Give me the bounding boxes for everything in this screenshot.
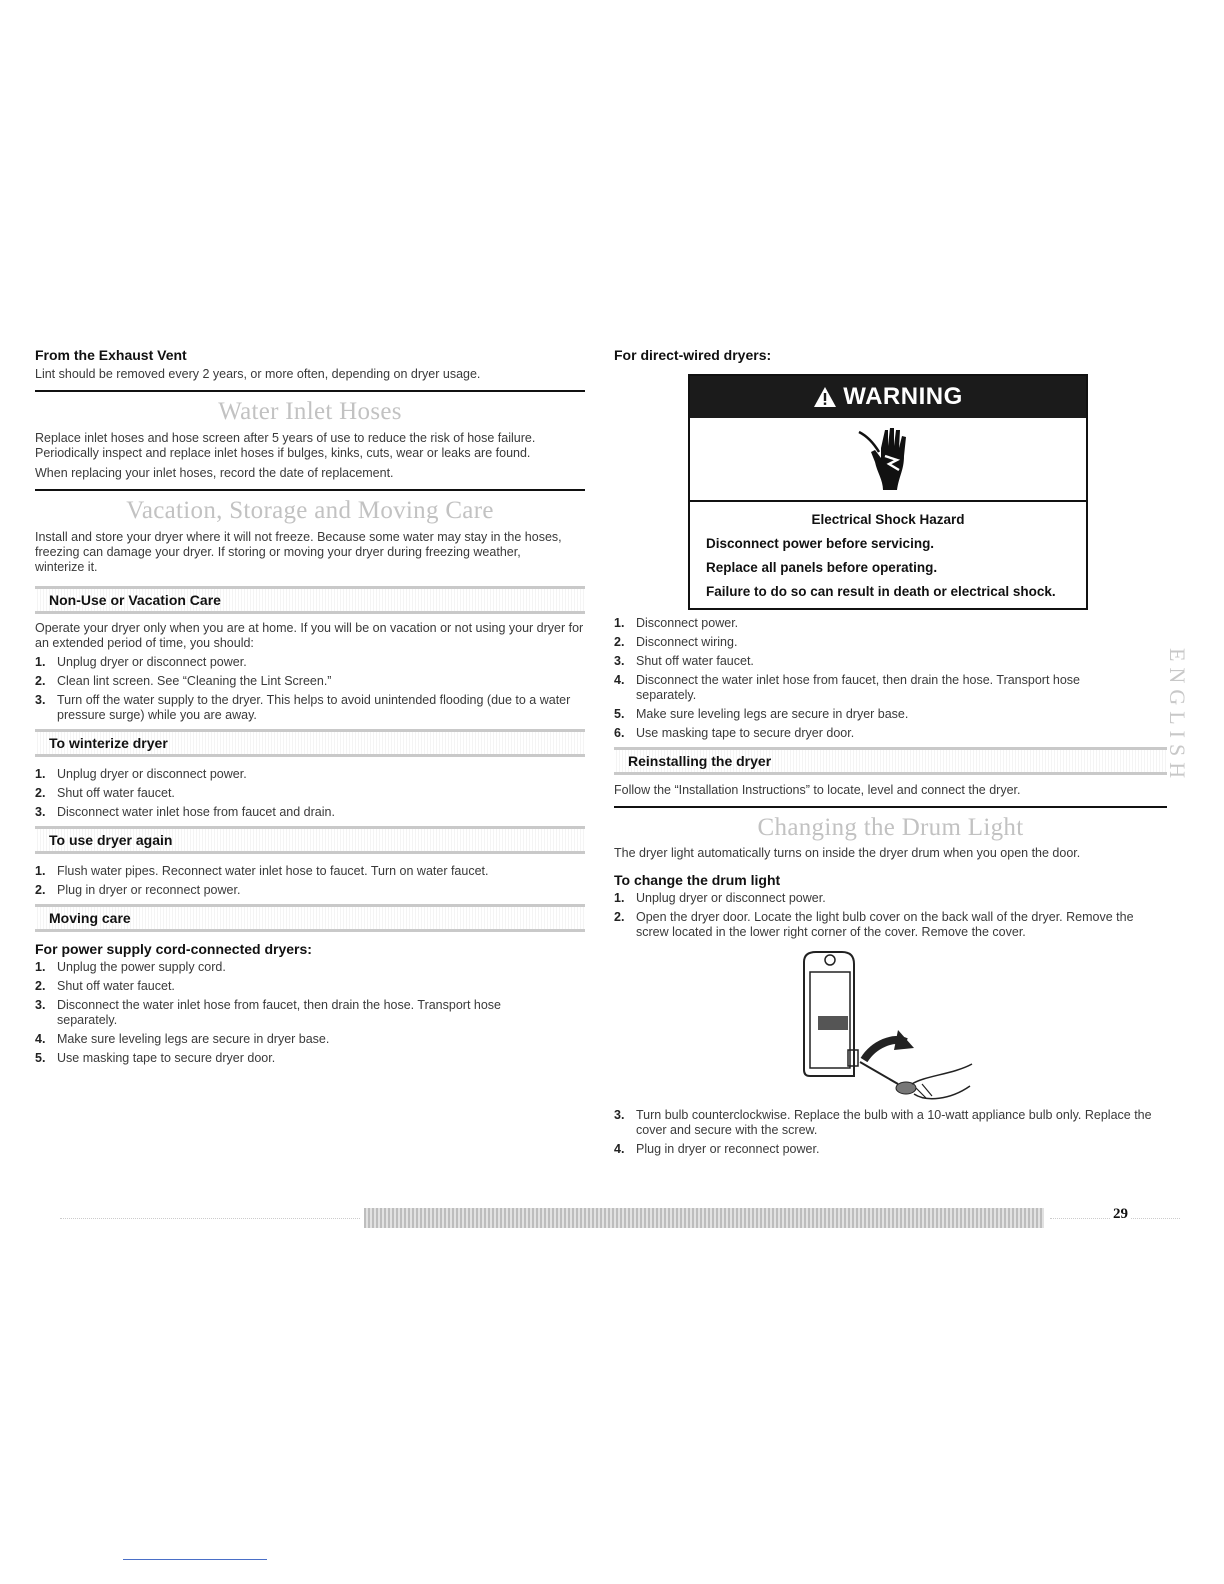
list-item	[35, 693, 585, 723]
step-number: 3.	[35, 805, 46, 819]
list-item	[35, 998, 555, 1028]
section-divider	[35, 390, 585, 392]
warning-header	[690, 376, 1086, 418]
exhaust-vent-heading: From the Exhaust Vent	[35, 347, 187, 363]
step-text: Open the dryer door. Locate the light bulb cover on the back wall of the dryer. Remove the screw located in the lower right corner of the cover. Remove the cover.	[636, 910, 1134, 939]
winterize-steps	[35, 767, 585, 820]
left-column	[35, 346, 585, 1070]
step-text: Turn bulb counterclockwise. Replace the bulb with a 10-watt appliance bulb only. Replace the cover and secure with the screw.	[636, 1108, 1152, 1137]
step-text: Clean lint screen. See “Cleaning the Lint Screen.”	[57, 674, 332, 688]
step-text: Disconnect the water inlet hose from faucet, then drain the hose. Transport hose separately.	[636, 673, 1081, 702]
step-number: 5.	[35, 1051, 46, 1065]
step-text: Unplug the power supply cord.	[57, 960, 226, 974]
direct-wired-heading: For direct-wired dryers:	[614, 347, 772, 363]
step-number: 2.	[35, 674, 46, 688]
step-text: Make sure leveling legs are secure in dryer base.	[636, 707, 909, 721]
list-item	[35, 674, 585, 689]
step-number: 1.	[35, 767, 46, 781]
water-inlet-text-1: Replace inlet hoses and hose screen after 5 years of use to reduce the risk of hose failure. Periodically inspect and replace inlet hoses if bulges, kinks, cuts, wear or leaks are found.	[35, 431, 536, 460]
list-item	[35, 960, 555, 975]
language-side-tab: ENGLISH	[1165, 648, 1190, 785]
winterize-heading: To winterize dryer	[35, 729, 585, 757]
moving-steps	[35, 960, 555, 1066]
step-text: Use masking tape to secure dryer door.	[636, 726, 855, 740]
step-number: 2.	[35, 786, 46, 800]
list-item	[614, 616, 1114, 631]
step-text: Disconnect wiring.	[636, 635, 738, 649]
list-item	[614, 673, 1114, 703]
use-again-steps	[35, 864, 585, 898]
step-number: 3.	[35, 693, 46, 707]
list-item	[35, 1032, 555, 1047]
list-item	[614, 707, 1114, 722]
drum-light-illustration	[794, 944, 994, 1104]
water-inlet-text-2: When replacing your inlet hoses, record the date of replacement.	[35, 466, 394, 480]
warning-triangle-icon	[813, 386, 837, 408]
drum-light-steps-a	[614, 891, 1167, 940]
exhaust-vent-text: Lint should be removed every 2 years, or more often, depending on dryer usage.	[35, 367, 481, 381]
blue-rule	[123, 1559, 267, 1560]
step-number: 1.	[614, 616, 625, 630]
step-text: Unplug dryer or disconnect power.	[636, 891, 826, 905]
step-number: 2.	[614, 635, 625, 649]
drum-light-title: Changing the Drum Light	[757, 814, 1024, 841]
step-number: 2.	[614, 910, 625, 924]
use-again-heading: To use dryer again	[35, 826, 585, 854]
non-use-text: Operate your dryer only when you are at home. If you will be on vacation or not using your dryer for an extended period of time, you should:	[35, 621, 584, 650]
step-number: 4.	[614, 673, 625, 687]
step-text: Disconnect power.	[636, 616, 739, 630]
warning-label: WARNING	[843, 383, 963, 410]
moving-care-heading: Moving care	[35, 904, 585, 932]
change-drum-light-heading: To change the drum light	[614, 872, 781, 888]
step-number: 1.	[35, 960, 46, 974]
step-number: 3.	[614, 654, 625, 668]
list-item	[614, 726, 1114, 741]
warning-line-2: Replace all panels before operating.	[706, 560, 938, 575]
vacation-storage-text: Install and store your dryer where it will not freeze. Because some water may stay in the hoses, freezing can damage your dryer. If storing or moving your dryer during freezing weather, winterize it.	[35, 530, 562, 574]
step-text: Make sure leveling legs are secure in dryer base.	[57, 1032, 330, 1046]
list-item	[35, 805, 585, 820]
step-number: 1.	[35, 864, 46, 878]
warning-icon-area	[690, 418, 1086, 502]
step-text: Plug in dryer or reconnect power.	[57, 883, 241, 897]
reinstalling-text: Follow the “Installation Instructions” to locate, level and connect the dryer.	[614, 783, 1021, 797]
list-item	[35, 786, 585, 801]
drum-light-steps-b	[614, 1108, 1167, 1157]
step-text: Unplug dryer or disconnect power.	[57, 767, 247, 781]
reinstalling-heading: Reinstalling the dryer	[614, 747, 1167, 775]
step-text: Use masking tape to secure dryer door.	[57, 1051, 276, 1065]
list-item	[614, 1142, 1167, 1157]
non-use-steps	[35, 655, 585, 723]
page-number: 29	[1110, 1206, 1131, 1223]
electric-shock-hand-icon	[857, 426, 919, 492]
list-item	[614, 635, 1114, 650]
list-item	[35, 1051, 555, 1066]
step-text: Shut off water faucet.	[57, 979, 175, 993]
step-text: Turn off the water supply to the dryer. This helps to avoid unintended flooding (due to a water pressure surge) while you are away.	[57, 693, 571, 722]
list-item	[35, 864, 585, 879]
step-number: 3.	[35, 998, 46, 1012]
hazard-title: Electrical Shock Hazard	[811, 512, 965, 527]
list-item	[35, 767, 585, 782]
list-item	[614, 910, 1167, 940]
step-number: 4.	[35, 1032, 46, 1046]
step-text: Disconnect the water inlet hose from faucet, then drain the hose. Transport hose separately.	[57, 998, 502, 1027]
list-item	[35, 979, 555, 994]
cord-connected-heading: For power supply cord-connected dryers:	[35, 941, 312, 957]
step-text: Shut off water faucet.	[57, 786, 175, 800]
warning-text	[690, 502, 1086, 608]
step-number: 1.	[35, 655, 46, 669]
drum-light-text: The dryer light automatically turns on inside the dryer drum when you open the door.	[614, 846, 1081, 860]
step-number: 3.	[614, 1108, 625, 1122]
list-item	[35, 655, 585, 670]
section-divider	[35, 489, 585, 491]
warning-line-3: Failure to do so can result in death or electrical shock.	[706, 584, 1056, 599]
warning-box	[688, 374, 1088, 610]
step-text: Plug in dryer or reconnect power.	[636, 1142, 820, 1156]
step-text: Unplug dryer or disconnect power.	[57, 655, 247, 669]
non-use-heading: Non-Use or Vacation Care	[35, 586, 585, 614]
list-item	[35, 883, 585, 898]
step-text: Disconnect water inlet hose from faucet and drain.	[57, 805, 335, 819]
footer-dotted-line	[60, 1218, 360, 1219]
water-inlet-hoses-title: Water Inlet Hoses	[218, 398, 402, 425]
step-number: 4.	[614, 1142, 625, 1156]
step-number: 6.	[614, 726, 625, 740]
step-number: 5.	[614, 707, 625, 721]
direct-wired-steps	[614, 616, 1114, 741]
warning-line-1: Disconnect power before servicing.	[706, 536, 935, 551]
section-divider	[614, 806, 1167, 808]
footer-bar	[364, 1208, 1044, 1228]
step-text: Shut off water faucet.	[636, 654, 754, 668]
step-number: 1.	[614, 891, 625, 905]
list-item	[614, 891, 1167, 906]
step-text: Flush water pipes. Reconnect water inlet hose to faucet. Turn on water faucet.	[57, 864, 489, 878]
step-number: 2.	[35, 979, 46, 993]
light-cover-diagram-icon	[794, 944, 994, 1104]
step-number: 2.	[35, 883, 46, 897]
list-item	[614, 1108, 1167, 1138]
vacation-storage-title: Vacation, Storage and Moving Care	[126, 497, 494, 524]
right-column	[614, 346, 1167, 1161]
list-item	[614, 654, 1114, 669]
